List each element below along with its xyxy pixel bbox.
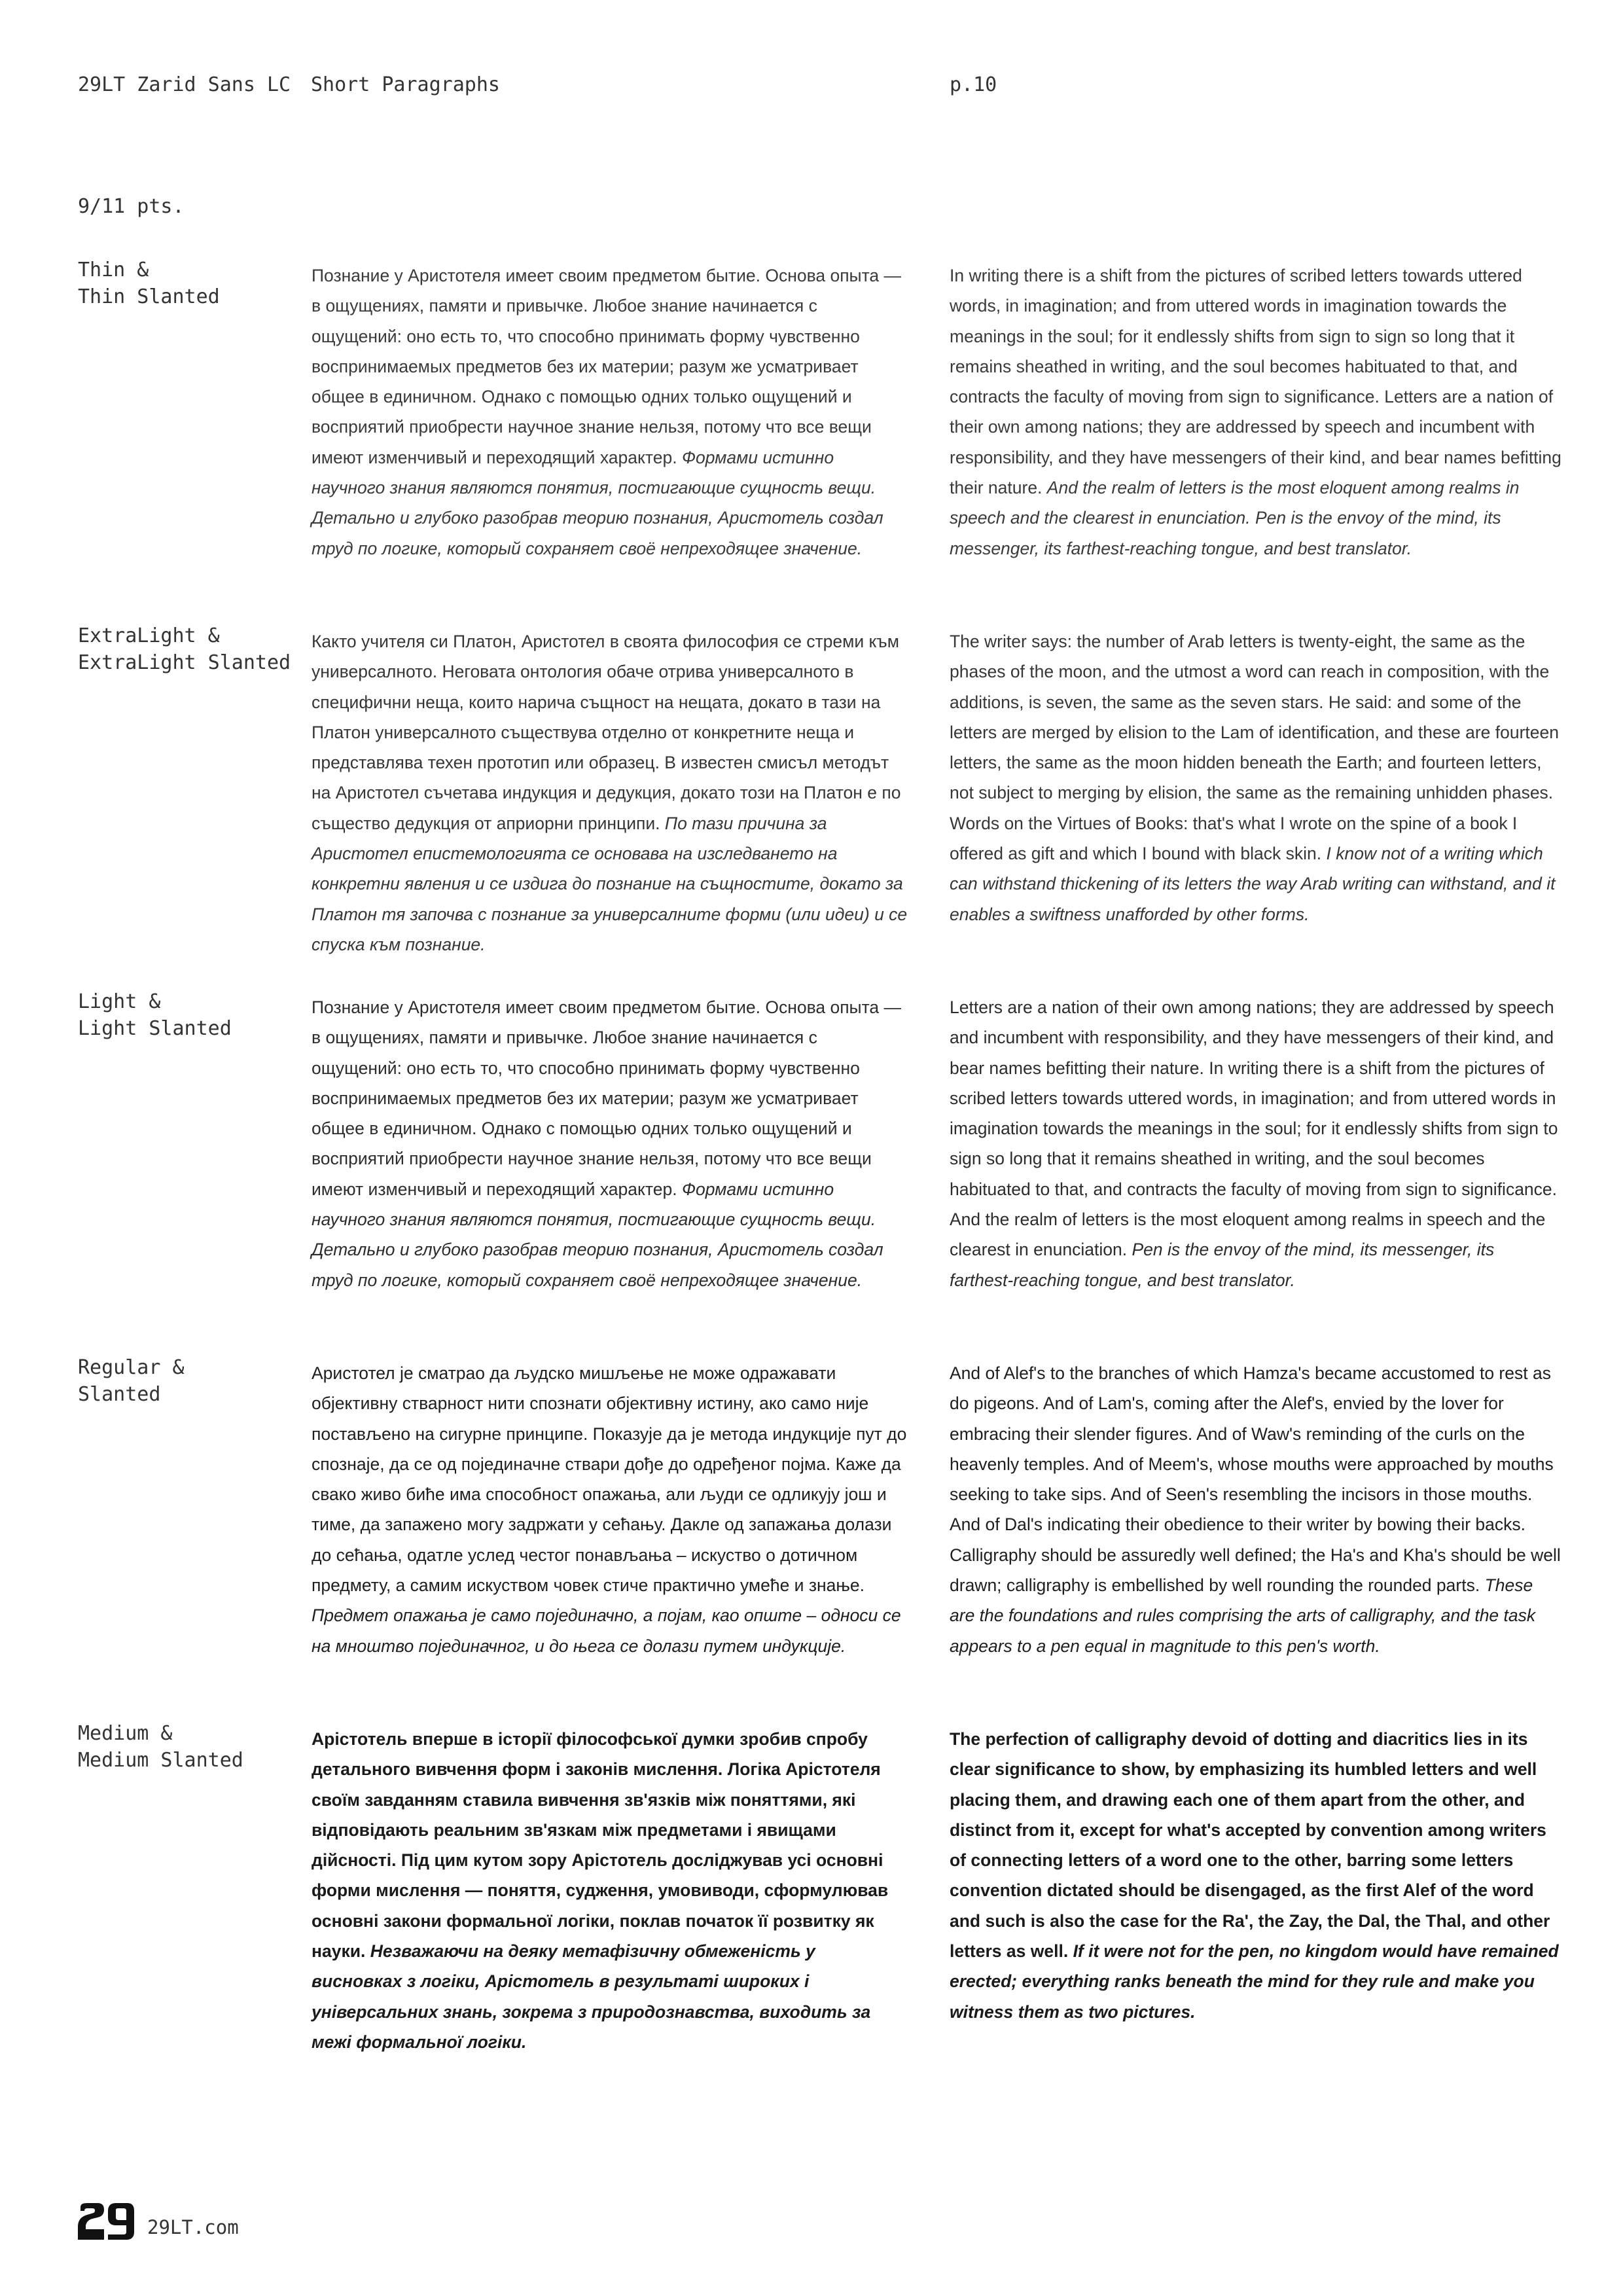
paragraph-slanted-text: Формами истинно научного знания являются понятия, постигающие сущность вещи. Детально и глубоко разобрав теорию познания, Аристотель создал труд по логике, который сохраняет своё непреходящее значение. xyxy=(312,1179,883,1290)
paragraph-regular-text: In writing there is a shift from the pictures of scribed letters towards uttered words, in imagination; and from uttered words in imagination towards the meanings in the soul; for it endlessly shifts from sign to sign so long that it remains sheathed in writing, and the soul becomes habituated to that, and contracts the faculty of moving from sign to significance. Letters are a nation of their own among nations; they are addressed by speech and incumbent with responsibility, and they have messengers of their kind, and bear names befitting their nature. xyxy=(950,266,1561,498)
paragraph-slanted-text: Незважаючи на деяку метафізичну обмеженість у висновках з логіки, Арістотель в результаті широких і універсальних знань, зокрема з природознавства, виходить за межі формальної логіки. xyxy=(312,1941,871,2052)
paragraph-slanted-text: Формами истинно научного знания являются понятия, постигающие сущность вещи. Детально и глубоко разобрав теорию познания, Аристотель создал труд по логике, который сохраняет своё непреходящее значение. xyxy=(312,447,883,558)
paragraph-regular-text: Letters are a nation of their own among nations; they are addressed by speech and incumbent with responsibility, and they have messengers of their kind, and bear names befitting their nature. In writing there is a shift from the pictures of scribed letters towards uttered words, in imagination; and from uttered words in imagination towards the meanings in the soul; for it endlessly shifts from sign to sign so long that it remains sheathed in writing, and the soul becomes habituated to that, and contracts the faculty of moving from sign to significance. And the realm of letters is the most eloquent among realms in speech and the clearest in enunciation. xyxy=(950,997,1558,1260)
cyrillic-paragraph xyxy=(312,1358,910,1661)
page-number: p.10 xyxy=(950,73,997,96)
paragraph-regular-text: The perfection of calligraphy devoid of dotting and diacritics lies in its clear significance to show, by emphasizing its humbled letters and well placing them, and drawing each one of them apart from the other, and distinct from it, except for what's accepted by convention among writers of connecting letters of a word one to the other, barring some letters convention dictated should be disengaged, as the first Alef of the word and such is also the case for the Ra', the Zay, the Dal, the Thal, and other letters as well. xyxy=(950,1729,1550,1962)
paragraph-slanted-text: По тази причина за Аристотел епистемологията се основава на изследването на конкретни явления и се издига до познание на същностите, докато за Платон тя започва с познание за универсалните форми (или идеи) и се спуска към познание. xyxy=(312,813,908,954)
latin-paragraph xyxy=(950,992,1561,1295)
paragraph-regular-text: Познание у Аристотеля имеет своим предметом бытие. Основа опыта — в ощущениях, памяти и привычке. Любое знание начинается с ощущений: оно есть то, что способно принимать форму чувственно воспринимаемых предметов без их материи; разум же усматривает общее в единичном. Однако с помощью одних только ощущений и восприятий приобрести научное знание нельзя, потому что все вещи имеют изменчивый и переходящий характер. xyxy=(312,997,902,1199)
cyrillic-paragraph xyxy=(312,260,910,564)
cyrillic-paragraph xyxy=(312,992,910,1295)
weight-label: Light & Light Slanted xyxy=(78,990,232,1040)
weight-label: Regular & Slanted xyxy=(78,1356,185,1406)
29lt-logo-icon xyxy=(78,2203,134,2240)
weight-label: ExtraLight & ExtraLight Slanted xyxy=(78,624,291,674)
latin-paragraph xyxy=(950,260,1561,564)
section-title: Short Paragraphs xyxy=(311,73,500,96)
paragraph-regular-text: And of Alef's to the branches of which Hamza's became accustomed to rest as do pigeons. And of Lam's, coming after the Alef's, envied by the lover for embracing their slender figures. And of Waw's reminding of the curls on the heavenly temples. And of Meem's, whose mouths were approached by mouths seeking to take sips. And of Seen's resembling the incisors in those mouths. And of Dal's indicating their obedience to their writer by bowing their backs. Calligraphy should be assuredly well defined; the Ha's and Kha's should be well drawn; calligraphy is embellished by well rounding the rounded parts. xyxy=(950,1363,1561,1596)
paragraph-regular-text: Както учителя си Платон, Аристотел в своята философия се стреми към универсалното. Неговата онтология обаче отрива универсалното в специфични неща, които нарича същност на нещата, докато в тази на Платон универсалното съществува отделно от конкретните неща и представлява техен прототип или образец. В известен смисъл методът на Аристотел съчетава индукция и дедукция, докато този на Платон е по същество дедукция от априорни принципи. xyxy=(312,632,901,833)
website-url: 29LT.com xyxy=(147,2216,239,2238)
cyrillic-paragraph xyxy=(312,626,910,960)
paragraph-slanted-text: Pen is the envoy of the mind, its messenger, its farthest-reaching tongue, and best translator. xyxy=(950,1240,1495,1290)
point-size-label: 9/11 pts. xyxy=(78,195,185,218)
paragraph-regular-text: Аристотел је сматрао да људско мишљење не може одражавати објективну стварност нити спознати објективну истину, ако само није постављено на сигурне принципе. Показује да је метода индукције пут до спознаје, да се од појединачне ствари дође до одређеног појма. Каже да свако живо биће има способност опажања, али људи се одликују још и тиме, да запажено могу задржати у сећању. Дакле од запажања долази до сећања, одатле услед честог понављања – искуство о дотичном предмету, а самим искуством човек стиче практично умеће и знање. xyxy=(312,1363,907,1596)
paragraph-regular-text: Арістотель вперше в історії філософської думки зробив спробу детального вивчення форм і законів мислення. Логіка Арістотеля своїм завданням ставила вивчення зв'язків між поняттями, які відповідають реальним зв'язкам між предметами і явищами дійсності. Під цим кутом зору Арістотель досліджував усі основні форми мислення — поняття, судження, умовиводи, сформулював основні закони формальної логіки, поклав початок її розвитку як науки. xyxy=(312,1729,889,1962)
paragraph-slanted-text: Предмет опажања је само појединачно, а појам, као опште – односи се на мноштво појединачног, и до њега се долази путем индукције. xyxy=(312,1605,901,1656)
paragraph-slanted-text: These are the foundations and rules comprising the arts of calligraphy, and the task appears to a pen equal in magnitude to this pen's worth. xyxy=(950,1575,1536,1656)
weight-label: Medium & Medium Slanted xyxy=(78,1722,243,1772)
paragraph-slanted-text: I know not of a writing which can withstand thickening of its letters the way Arab writing can withstand, and it enables a swiftness unafforded by other forms. xyxy=(950,844,1556,924)
font-family-name: 29LT Zarid Sans LC xyxy=(78,73,291,96)
latin-paragraph xyxy=(950,626,1561,929)
paragraph-regular-text: The writer says: the number of Arab letters is twenty-eight, the same as the phases of the moon, and the utmost a word can reach in composition, with the additions, is seven, the same as the seven stars. He said: and some of the letters are merged by elision to the Lam of identification, and these are fourteen letters, the same as the moon hidden beneath the Earth; and fourteen letters, not subject to merging by elision, the same as the remaining unhidden phases. Words on the Virtues of Books: that's what I wrote on the spine of a book I offered as gift and which I bound with black skin. xyxy=(950,632,1559,864)
latin-paragraph xyxy=(950,1358,1561,1661)
latin-paragraph xyxy=(950,1724,1561,2027)
paragraph-slanted-text: If it were not for the pen, no kingdom would have remained erected; everything ranks beneath the mind for they rule and make you witness them as two pictures. xyxy=(950,1941,1559,2022)
paragraph-slanted-text: And the realm of letters is the most eloquent among realms in speech and the clearest in enunciation. Pen is the envoy of the mind, its messenger, its farthest-reaching tongue, and best translator. xyxy=(950,478,1520,558)
paragraph-regular-text: Познание у Аристотеля имеет своим предметом бытие. Основа опыта — в ощущениях, памяти и привычке. Любое знание начинается с ощущений: оно есть то, что способно принимать форму чувственно воспринимаемых предметов без их материи; разум же усматривает общее в единичном. Однако с помощью одних только ощущений и восприятий приобрести научное знание нельзя, потому что все вещи имеют изменчивый и переходящий характер. xyxy=(312,266,902,467)
weight-label: Thin & Thin Slanted xyxy=(78,259,220,308)
cyrillic-paragraph xyxy=(312,1724,910,2057)
